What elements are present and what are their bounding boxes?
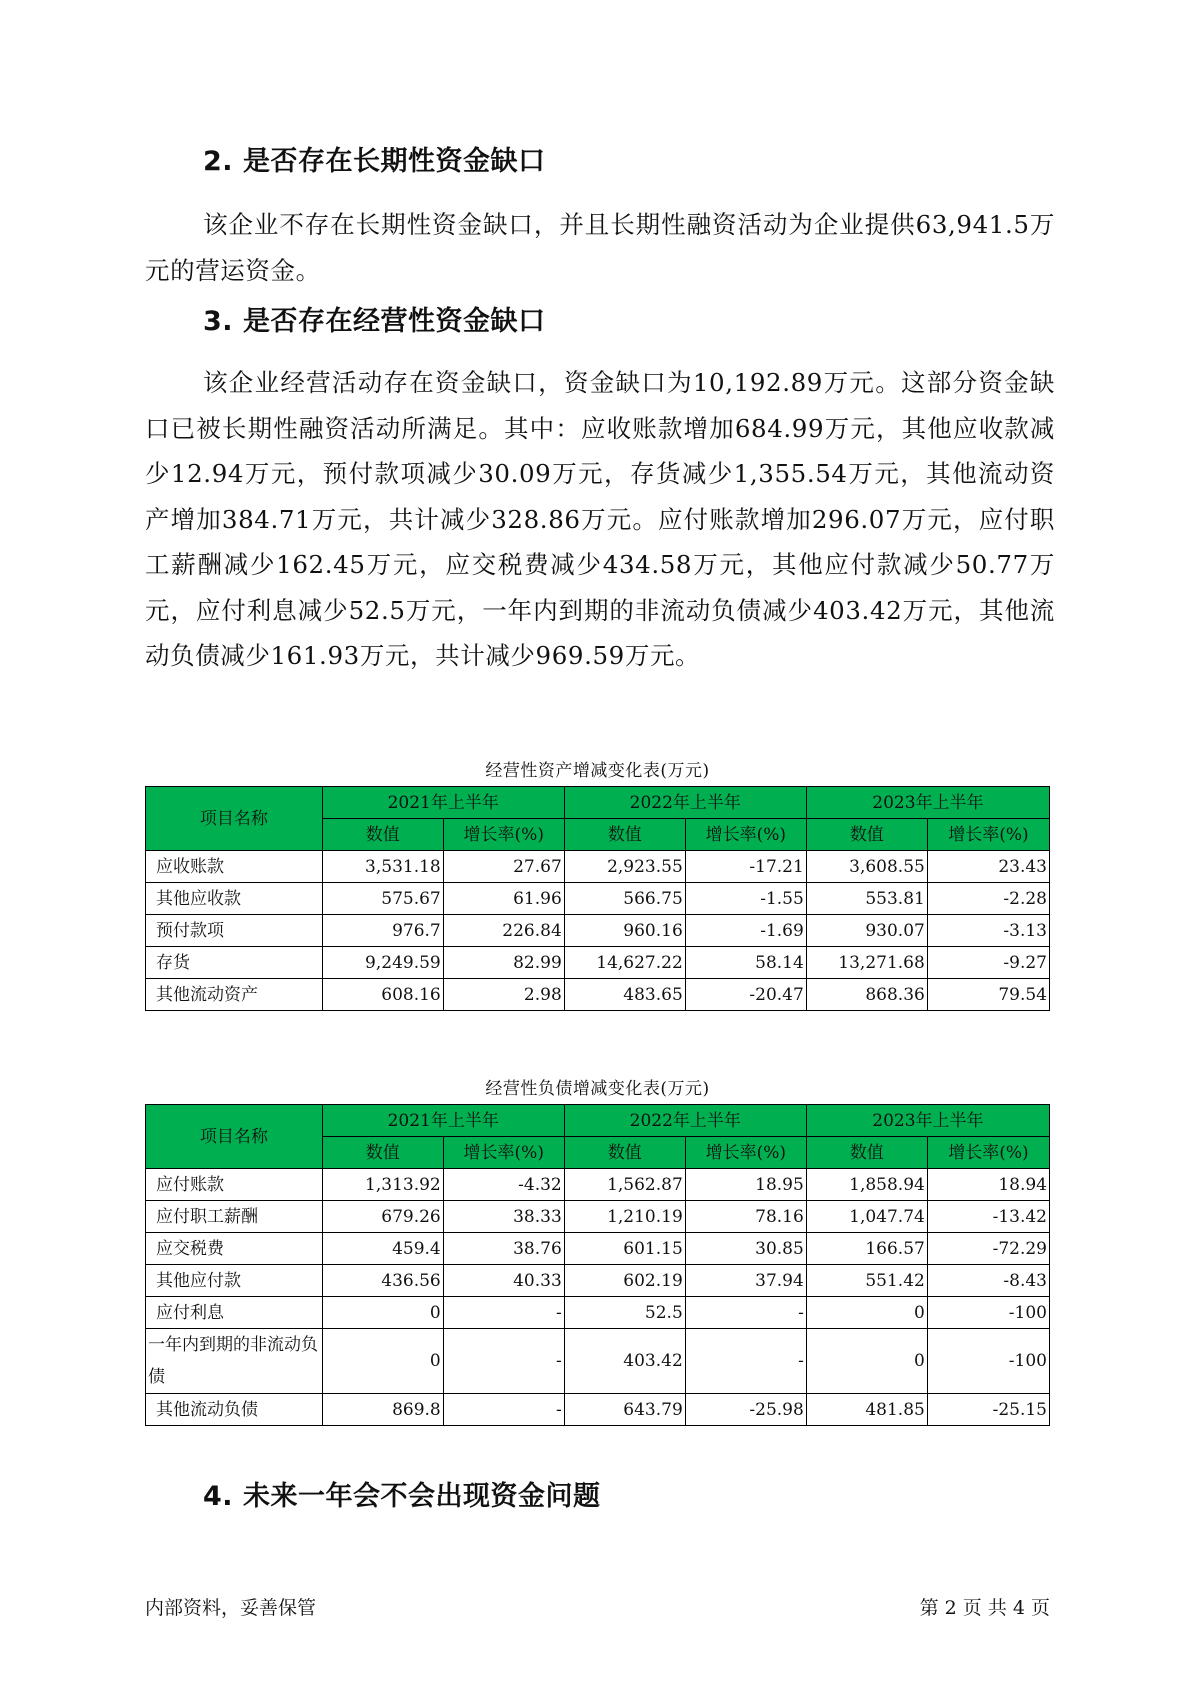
growth-cell: 30.85 [685,1233,806,1265]
value-cell: 1,047.74 [806,1201,927,1233]
value-header: 数值 [806,1137,927,1169]
row-label: 存货 [146,947,323,979]
growth-header: 增长率(%) [685,819,806,851]
liabilities-table [145,1104,1050,1426]
growth-cell: 37.94 [685,1265,806,1297]
growth-cell: -20.47 [685,979,806,1011]
growth-cell: -1.55 [685,883,806,915]
period-header: 2023年上半年 [806,787,1049,819]
value-cell: 0 [322,1297,443,1329]
value-cell: 483.65 [564,979,685,1011]
assets-table [145,786,1050,1011]
growth-cell: -9.27 [927,947,1049,979]
growth-cell: -3.13 [927,915,1049,947]
row-label: 应收账款 [146,851,323,883]
value-cell: 3,531.18 [322,851,443,883]
row-label: 预付款项 [146,915,323,947]
value-cell: 608.16 [322,979,443,1011]
table-row [146,883,1050,915]
value-cell: 566.75 [564,883,685,915]
value-cell: 1,210.19 [564,1201,685,1233]
value-cell: 0 [806,1329,927,1394]
table-row [146,1233,1050,1265]
growth-cell: 38.76 [443,1233,564,1265]
table-row [146,947,1050,979]
growth-cell: - [685,1329,806,1394]
value-cell: 436.56 [322,1265,443,1297]
row-label: 其他流动负债 [146,1394,323,1426]
row-label: 应交税费 [146,1233,323,1265]
value-header: 数值 [806,819,927,851]
value-cell: 2,923.55 [564,851,685,883]
value-cell: 930.07 [806,915,927,947]
value-cell: 1,562.87 [564,1169,685,1201]
table-row [146,1169,1050,1201]
liabilities-table-caption: 经营性负债增减变化表(万元) [485,1079,710,1099]
period-header: 2022年上半年 [564,787,806,819]
period-header: 2021年上半年 [322,1105,564,1137]
table-header [146,787,1050,851]
growth-cell: -1.69 [685,915,806,947]
value-header: 数值 [564,1137,685,1169]
growth-cell: 38.33 [443,1201,564,1233]
table-row [146,915,1050,947]
table-row [146,1394,1050,1426]
growth-header: 增长率(%) [927,1137,1049,1169]
table-row [146,1201,1050,1233]
value-cell: 0 [806,1297,927,1329]
period-header: 2021年上半年 [322,787,564,819]
value-cell: 403.42 [564,1329,685,1394]
value-cell: 869.8 [322,1394,443,1426]
growth-cell: - [443,1329,564,1394]
value-header: 数值 [564,819,685,851]
value-cell: 960.16 [564,915,685,947]
section-body-3: 该企业经营活动存在资金缺口，资金缺口为10,192.89万元。这部分资金缺口已被长期性融资活动所满足。其中：应收账款增加684.99万元，其他应收款减少12.94万元，预付款项减少30.09万元，存货减少1,355.54万元，其他流动资产增加384.71万元，共计减少328.86万元。应付账款增加296.07万元，应付职工薪酬减少162.45万元，应交税费减少434.58万元，其他应付款减少50.77万元，应付利息减少52.5万元，一年内到期的非流动负债减少403.42万元，其他流动负债减少161.93万元，共计减少969.59万元。 [145,368,1055,670]
growth-cell: -100 [927,1297,1049,1329]
growth-header: 增长率(%) [685,1137,806,1169]
growth-cell: 61.96 [443,883,564,915]
value-cell: 1,858.94 [806,1169,927,1201]
row-label: 其他应付款 [146,1265,323,1297]
section-heading-2: 2. 是否存在长期性资金缺口 [203,146,546,177]
value-cell: 13,271.68 [806,947,927,979]
table-row [146,1297,1050,1329]
value-cell: 52.5 [564,1297,685,1329]
section-heading-4: 4. 未来一年会不会出现资金问题 [203,1481,601,1512]
row-label: 应付账款 [146,1169,323,1201]
growth-cell: 27.67 [443,851,564,883]
growth-cell: 78.16 [685,1201,806,1233]
growth-header: 增长率(%) [443,1137,564,1169]
growth-cell: 82.99 [443,947,564,979]
value-cell: 1,313.92 [322,1169,443,1201]
row-label: 其他流动资产 [146,979,323,1011]
growth-cell: 18.94 [927,1169,1049,1201]
value-header: 数值 [322,1137,443,1169]
value-cell: 481.85 [806,1394,927,1426]
table-body [146,1169,1050,1426]
assets-table-caption: 经营性资产增减变化表(万元) [485,761,710,781]
growth-cell: -25.15 [927,1394,1049,1426]
row-label: 一年内到期的非流动负债 [146,1329,323,1394]
period-header: 2022年上半年 [564,1105,806,1137]
growth-cell: 79.54 [927,979,1049,1011]
value-cell: 679.26 [322,1201,443,1233]
value-cell: 459.4 [322,1233,443,1265]
row-label: 应付利息 [146,1297,323,1329]
growth-header: 增长率(%) [927,819,1049,851]
value-cell: 553.81 [806,883,927,915]
value-cell: 976.7 [322,915,443,947]
item-name-header: 项目名称 [146,1105,323,1169]
growth-cell: -25.98 [685,1394,806,1426]
value-cell: 3,608.55 [806,851,927,883]
row-label: 应付职工薪酬 [146,1201,323,1233]
footer-page-number: 第 2 页 共 4 页 [919,1597,1050,1619]
growth-cell: 58.14 [685,947,806,979]
growth-cell: 40.33 [443,1265,564,1297]
value-cell: 601.15 [564,1233,685,1265]
growth-cell: -13.42 [927,1201,1049,1233]
table-body [146,851,1050,1011]
value-cell: 868.36 [806,979,927,1011]
growth-cell: - [443,1297,564,1329]
value-cell: 551.42 [806,1265,927,1297]
value-cell: 602.19 [564,1265,685,1297]
value-cell: 166.57 [806,1233,927,1265]
table-header [146,1105,1050,1169]
value-cell: 9,249.59 [322,947,443,979]
growth-header: 增长率(%) [443,819,564,851]
growth-cell: 23.43 [927,851,1049,883]
period-header: 2023年上半年 [806,1105,1049,1137]
table-row [146,851,1050,883]
growth-cell: -100 [927,1329,1049,1394]
growth-cell: - [685,1297,806,1329]
growth-cell: -4.32 [443,1169,564,1201]
growth-cell: 226.84 [443,915,564,947]
growth-cell: -8.43 [927,1265,1049,1297]
growth-cell: -72.29 [927,1233,1049,1265]
growth-cell: -2.28 [927,883,1049,915]
value-cell: 14,627.22 [564,947,685,979]
growth-cell: - [443,1394,564,1426]
value-cell: 643.79 [564,1394,685,1426]
section-body-2: 该企业不存在长期性资金缺口，并且长期性融资活动为企业提供63,941.5万元的营运资金。 [145,210,1055,285]
value-header: 数值 [322,819,443,851]
table-row [146,1329,1050,1394]
item-name-header: 项目名称 [146,787,323,851]
value-cell: 0 [322,1329,443,1394]
row-label: 其他应收款 [146,883,323,915]
table-row [146,1265,1050,1297]
footer-confidential-note: 内部资料，妥善保管 [145,1597,317,1619]
growth-cell: -17.21 [685,851,806,883]
growth-cell: 18.95 [685,1169,806,1201]
section-heading-3: 3. 是否存在经营性资金缺口 [203,306,546,337]
growth-cell: 2.98 [443,979,564,1011]
table-row [146,979,1050,1011]
value-cell: 575.67 [322,883,443,915]
